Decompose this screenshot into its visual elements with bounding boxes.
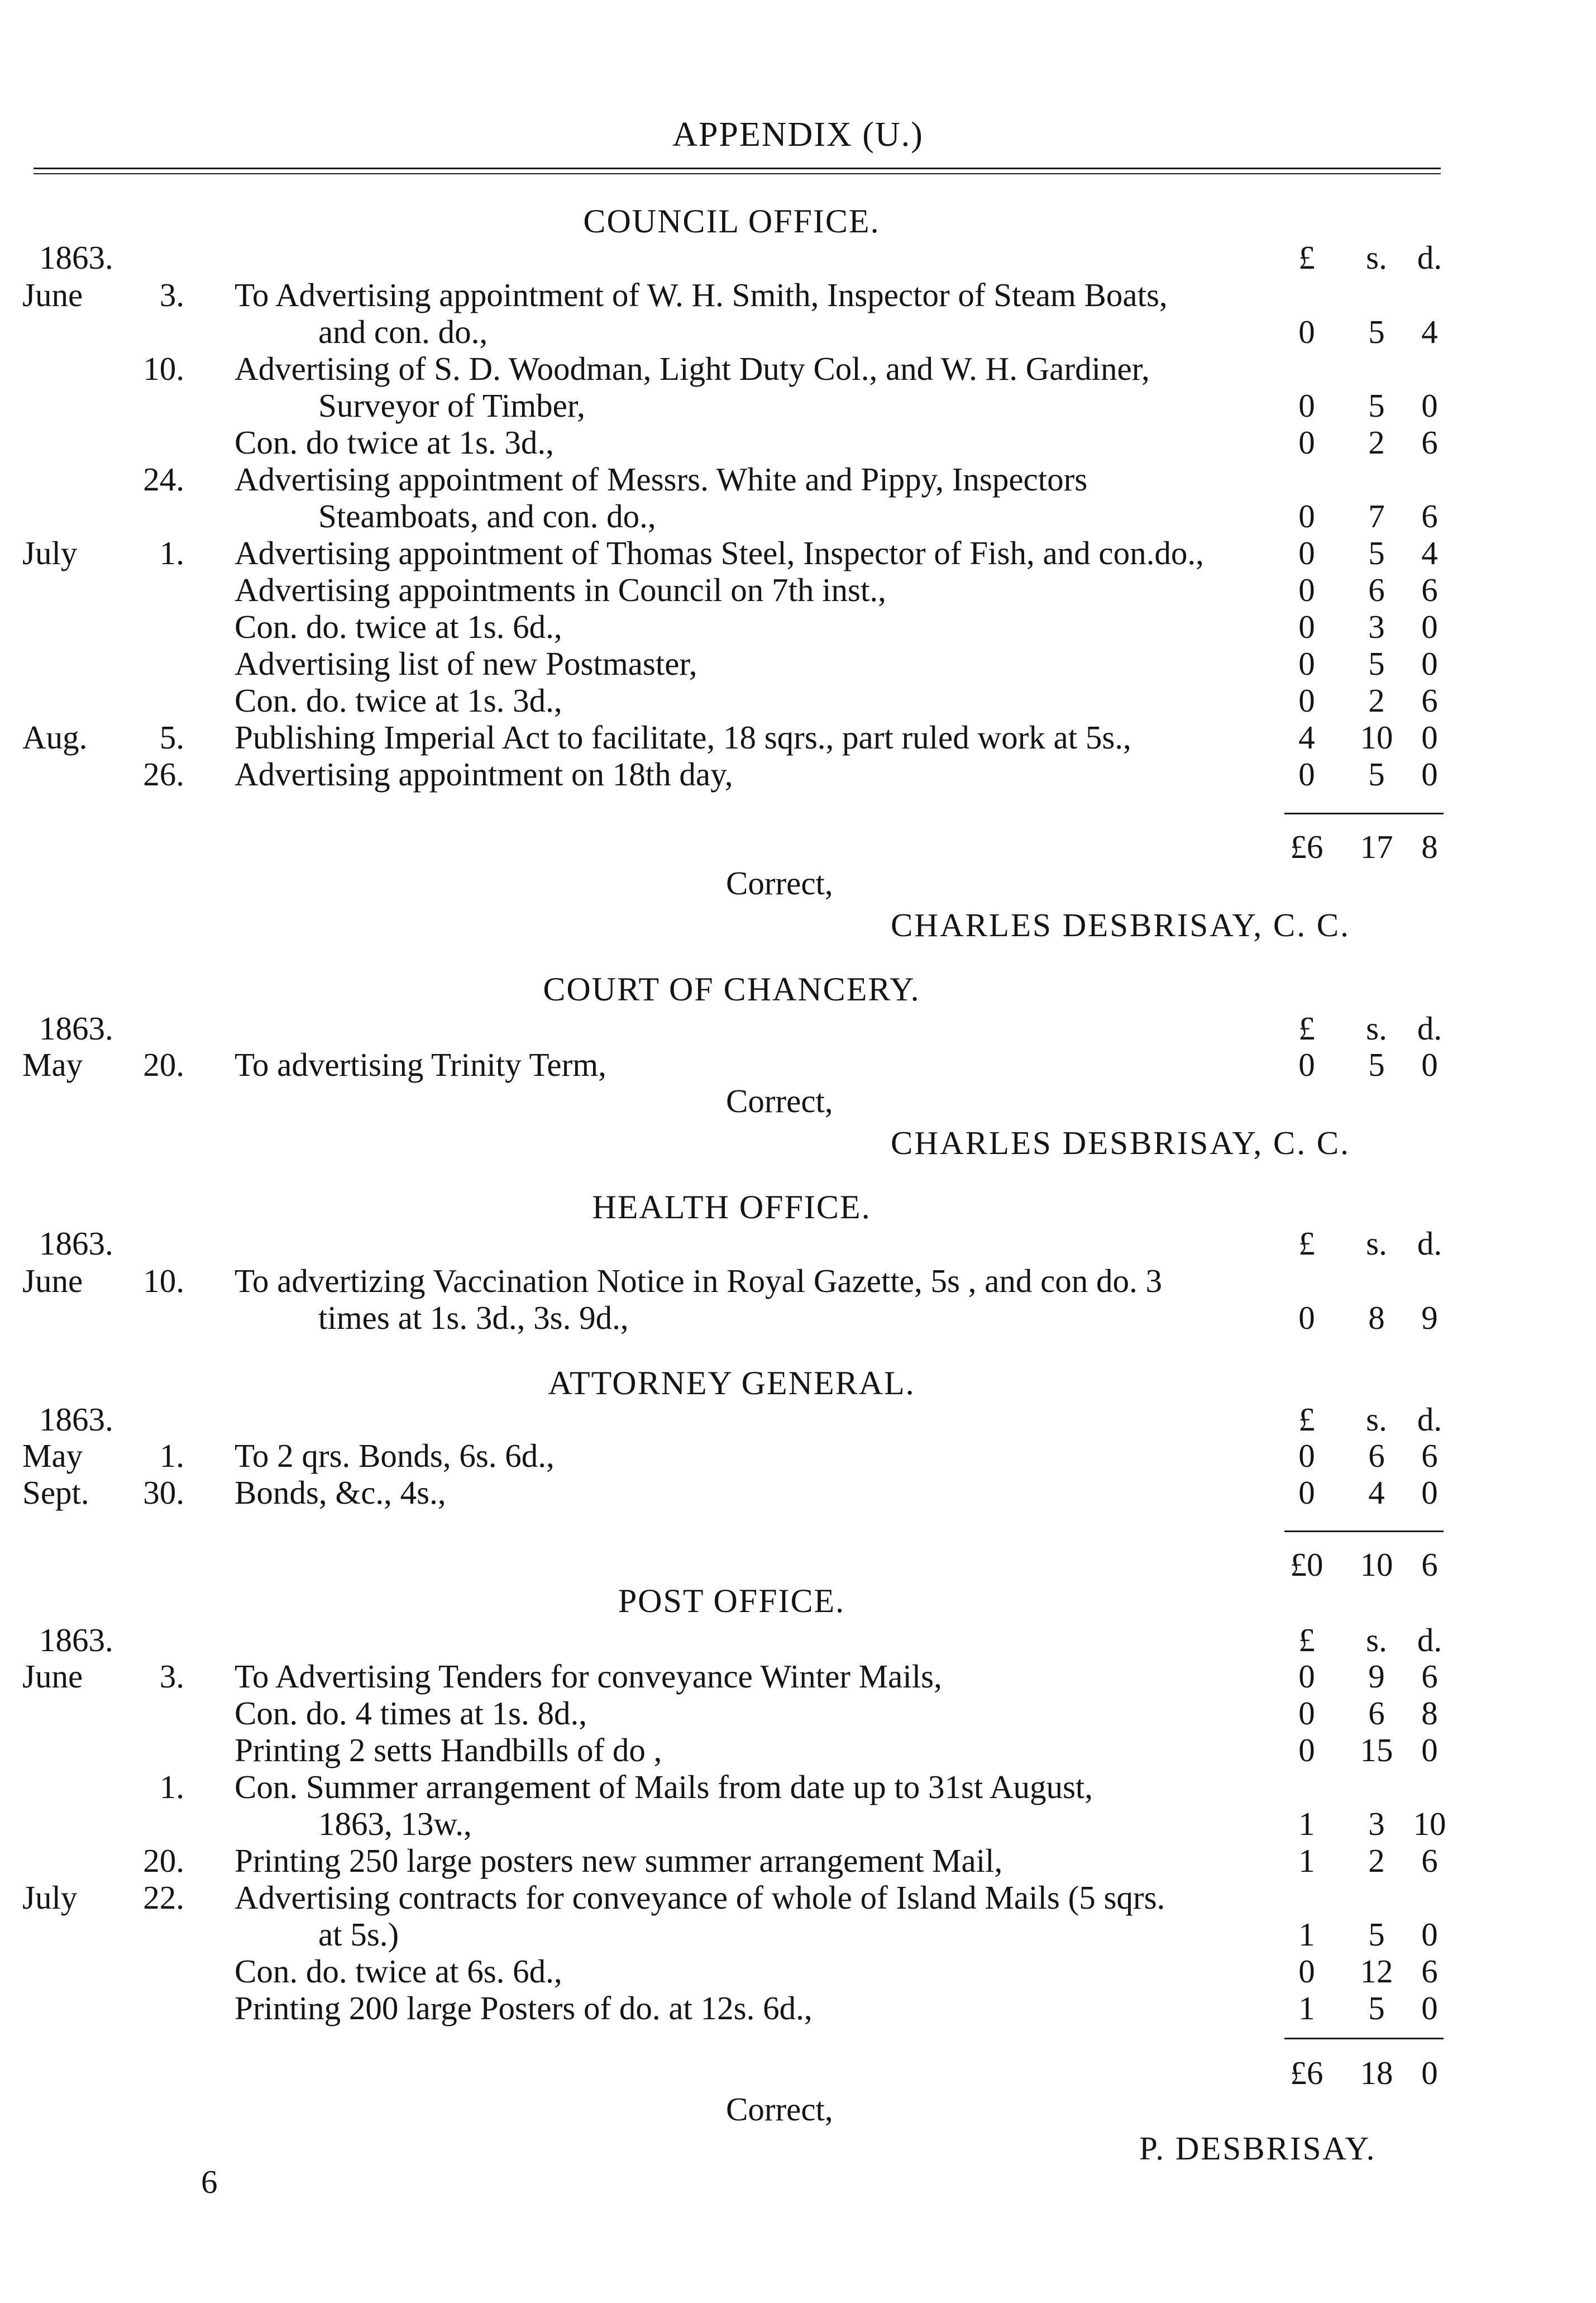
entry-pounds: 0 — [1298, 1474, 1315, 1511]
post-heading: POST OFFICE. — [618, 1582, 845, 1619]
entry-shillings: 7 — [1368, 498, 1385, 535]
council-total-shillings: 17 — [1360, 828, 1393, 865]
attorney-total-shillings: 10 — [1360, 1546, 1393, 1583]
entry-pence: 0 — [1421, 1474, 1438, 1511]
entry-pence: 0 — [1421, 756, 1438, 793]
entry-shillings: 2 — [1368, 682, 1385, 719]
council-col-pence: d. — [1417, 239, 1442, 276]
entry-description: 1863, 13w., — [318, 1805, 472, 1842]
entry-month: July — [22, 535, 78, 571]
entry-pounds: 0 — [1298, 1732, 1315, 1768]
entry-shillings: 8 — [1368, 1299, 1385, 1336]
entry-pounds: 0 — [1298, 1658, 1315, 1695]
entry-month: May — [22, 1437, 83, 1474]
attorney-total-rule — [1284, 1530, 1444, 1532]
entry-pence: 0 — [1421, 1046, 1438, 1083]
entry-pounds: 0 — [1298, 571, 1315, 608]
council-year: 1863. — [39, 239, 113, 276]
entry-pounds: 0 — [1298, 1953, 1315, 1990]
entry-pence: 4 — [1421, 535, 1438, 571]
entry-pounds: 1 — [1298, 1990, 1315, 2027]
entry-pence: 6 — [1421, 682, 1438, 719]
health-year: 1863. — [39, 1225, 113, 1262]
entry-pounds: 0 — [1298, 1299, 1315, 1336]
council-heading: COUNCIL OFFICE. — [583, 203, 880, 240]
entry-shillings: 6 — [1368, 1437, 1385, 1474]
entry-shillings: 6 — [1368, 1695, 1385, 1732]
entry-description: and con. do., — [318, 313, 488, 350]
entry-description: To Advertising appointment of W. H. Smith, Inspector of Steam Boats, — [235, 276, 1168, 313]
entry-description: times at 1s. 3d., 3s. 9d., — [318, 1299, 629, 1336]
entry-description: Con. do. twice at 6s. 6d., — [235, 1953, 562, 1990]
council-signature: CHARLES DESBRISAY, C. C. — [891, 907, 1350, 943]
entry-pounds: 0 — [1298, 645, 1315, 682]
post-total-rule — [1284, 2038, 1444, 2039]
post-signature: P. DESBRISAY. — [1139, 2130, 1377, 2167]
entry-pence: 0 — [1421, 1732, 1438, 1768]
entry-month: Aug. — [22, 719, 88, 756]
entry-shillings: 3 — [1368, 1805, 1385, 1842]
entry-shillings: 6 — [1368, 571, 1385, 608]
council-total-rule — [1284, 813, 1444, 814]
entry-pence: 6 — [1421, 498, 1438, 535]
entry-day: 5. — [159, 719, 184, 756]
entry-description: Con. do. 4 times at 1s. 8d., — [235, 1695, 587, 1732]
entry-shillings: 2 — [1368, 1842, 1385, 1879]
entry-description: Printing 200 large Posters of do. at 12s. 6d., — [235, 1990, 813, 2027]
chancery-col-shillings: s. — [1366, 1010, 1387, 1047]
entry-pence: 6 — [1421, 424, 1438, 461]
attorney-col-shillings: s. — [1366, 1401, 1387, 1438]
council-correct-label: Correct, — [726, 865, 833, 902]
entry-pounds: 4 — [1298, 719, 1315, 756]
entry-day: 30. — [143, 1474, 184, 1511]
post-col-pounds: £ — [1298, 1622, 1315, 1658]
entry-day: 1. — [159, 535, 184, 571]
entry-description: Advertising appointment of Messrs. White and Pippy, Inspectors — [235, 461, 1088, 498]
entry-pounds: 0 — [1298, 535, 1315, 571]
chancery-col-pence: d. — [1417, 1010, 1442, 1047]
entry-day: 26. — [143, 756, 184, 793]
chancery-correct-label: Correct, — [726, 1083, 833, 1119]
attorney-heading: ATTORNEY GENERAL. — [548, 1365, 915, 1401]
entry-description: Advertising contracts for conveyance of whole of Island Mails (5 sqrs. — [235, 1879, 1165, 1916]
post-total-shillings: 18 — [1360, 2054, 1393, 2091]
entry-description: To advertizing Vaccination Notice in Royal Gazette, 5s , and con do. 3 — [235, 1262, 1163, 1299]
entry-description: Printing 250 large posters new summer arrangement Mail, — [235, 1842, 1003, 1879]
health-heading: HEALTH OFFICE. — [592, 1189, 871, 1226]
entry-month: June — [22, 276, 83, 313]
entry-description: Printing 2 setts Handbills of do , — [235, 1732, 662, 1768]
attorney-col-pence: d. — [1417, 1401, 1442, 1438]
entry-day: 10. — [143, 1262, 184, 1299]
header-rule — [34, 168, 1441, 169]
entry-pounds: 1 — [1298, 1842, 1315, 1879]
attorney-total-pence: 6 — [1421, 1546, 1438, 1583]
entry-pounds: 0 — [1298, 682, 1315, 719]
health-col-pounds: £ — [1298, 1225, 1315, 1262]
post-correct-label: Correct, — [726, 2091, 833, 2128]
entry-pence: 10 — [1413, 1805, 1446, 1842]
entry-description: Publishing Imperial Act to facilitate, 18 sqrs., part ruled work at 5s., — [235, 719, 1131, 756]
entry-shillings: 5 — [1368, 313, 1385, 350]
entry-day: 20. — [143, 1842, 184, 1879]
entry-pounds: 0 — [1298, 756, 1315, 793]
entry-description: Con. do. twice at 1s. 6d., — [235, 608, 562, 645]
post-col-shillings: s. — [1366, 1622, 1387, 1658]
entry-shillings: 5 — [1368, 645, 1385, 682]
entry-month: June — [22, 1658, 83, 1695]
header-rule-2 — [34, 173, 1441, 174]
page-number: 6 — [201, 2163, 218, 2200]
entry-description: To advertising Trinity Term, — [235, 1046, 606, 1083]
entry-shillings: 5 — [1368, 1916, 1385, 1953]
entry-description: Con. do twice at 1s. 3d., — [235, 424, 554, 461]
entry-day: 20. — [143, 1046, 184, 1083]
entry-shillings: 12 — [1360, 1953, 1393, 1990]
entry-pence: 6 — [1421, 571, 1438, 608]
entry-pounds: 0 — [1298, 1437, 1315, 1474]
entry-day: 24. — [143, 461, 184, 498]
entry-month: July — [22, 1879, 78, 1916]
entry-month: June — [22, 1262, 83, 1299]
entry-pounds: 0 — [1298, 387, 1315, 424]
entry-pence: 9 — [1421, 1299, 1438, 1336]
entry-description: Con. Summer arrangement of Mails from date up to 31st August, — [235, 1768, 1093, 1805]
council-col-shillings: s. — [1366, 239, 1387, 276]
chancery-signature: CHARLES DESBRISAY, C. C. — [891, 1124, 1350, 1161]
entry-pounds: 1 — [1298, 1805, 1315, 1842]
entry-day: 22. — [143, 1879, 184, 1916]
entry-description: Advertising appointment of Thomas Steel, Inspector of Fish, and con.do., — [235, 535, 1204, 571]
entry-description: at 5s.) — [318, 1916, 399, 1953]
post-total-pounds: £6 — [1290, 2054, 1323, 2091]
entry-pounds: 0 — [1298, 1046, 1315, 1083]
entry-month: Sept. — [22, 1474, 89, 1511]
entry-description: To 2 qrs. Bonds, 6s. 6d., — [235, 1437, 555, 1474]
entry-shillings: 15 — [1360, 1732, 1393, 1768]
entry-description: Advertising appointments in Council on 7th inst., — [235, 571, 886, 608]
council-total-pence: 8 — [1421, 828, 1438, 865]
entry-description: Advertising of S. D. Woodman, Light Duty Col., and W. H. Gardiner, — [235, 350, 1150, 387]
entry-pence: 0 — [1421, 1990, 1438, 2027]
health-col-shillings: s. — [1366, 1225, 1387, 1262]
entry-day: 3. — [159, 276, 184, 313]
entry-pence: 6 — [1421, 1658, 1438, 1695]
entry-pence: 0 — [1421, 719, 1438, 756]
chancery-heading: COURT OF CHANCERY. — [543, 971, 920, 1008]
post-year: 1863. — [39, 1622, 113, 1658]
entry-shillings: 3 — [1368, 608, 1385, 645]
entry-pounds: 0 — [1298, 498, 1315, 535]
chancery-year: 1863. — [39, 1010, 113, 1047]
entry-description: To Advertising Tenders for conveyance Winter Mails, — [235, 1658, 942, 1695]
attorney-col-pounds: £ — [1298, 1401, 1315, 1438]
entry-pence: 6 — [1421, 1953, 1438, 1990]
entry-description: Surveyor of Timber, — [318, 387, 585, 424]
attorney-total-pounds: £0 — [1290, 1546, 1323, 1583]
entry-pounds: 0 — [1298, 313, 1315, 350]
entry-description: Steamboats, and con. do., — [318, 498, 656, 535]
entry-shillings: 2 — [1368, 424, 1385, 461]
entry-description: Con. do. twice at 1s. 3d., — [235, 682, 562, 719]
council-col-pounds: £ — [1298, 239, 1315, 276]
entry-pence: 4 — [1421, 313, 1438, 350]
entry-shillings: 5 — [1368, 387, 1385, 424]
entry-day: 1. — [159, 1768, 184, 1805]
post-total-pence: 0 — [1421, 2054, 1438, 2091]
entry-pounds: 1 — [1298, 1916, 1315, 1953]
entry-description: Advertising appointment on 18th day, — [235, 756, 733, 793]
council-total-pounds: £6 — [1290, 828, 1323, 865]
entry-shillings: 9 — [1368, 1658, 1385, 1695]
entry-shillings: 10 — [1360, 719, 1393, 756]
entry-pence: 8 — [1421, 1695, 1438, 1732]
entry-day: 1. — [159, 1437, 184, 1474]
entry-pounds: 0 — [1298, 608, 1315, 645]
entry-pence: 0 — [1421, 608, 1438, 645]
chancery-col-pounds: £ — [1298, 1010, 1315, 1047]
post-col-pence: d. — [1417, 1622, 1442, 1658]
entry-month: May — [22, 1046, 83, 1083]
entry-shillings: 5 — [1368, 756, 1385, 793]
entry-pounds: 0 — [1298, 1695, 1315, 1732]
entry-shillings: 5 — [1368, 1990, 1385, 2027]
health-col-pence: d. — [1417, 1225, 1442, 1262]
entry-shillings: 4 — [1368, 1474, 1385, 1511]
page-title: APPENDIX (U.) — [672, 116, 924, 154]
entry-description: Bonds, &c., 4s., — [235, 1474, 446, 1511]
entry-pence: 0 — [1421, 387, 1438, 424]
entry-description: Advertising list of new Postmaster, — [235, 645, 697, 682]
entry-pence: 0 — [1421, 645, 1438, 682]
entry-pence: 6 — [1421, 1437, 1438, 1474]
attorney-year: 1863. — [39, 1401, 113, 1438]
entry-pounds: 0 — [1298, 424, 1315, 461]
entry-day: 10. — [143, 350, 184, 387]
entry-day: 3. — [159, 1658, 184, 1695]
entry-pence: 6 — [1421, 1842, 1438, 1879]
entry-shillings: 5 — [1368, 535, 1385, 571]
entry-pence: 0 — [1421, 1916, 1438, 1953]
entry-shillings: 5 — [1368, 1046, 1385, 1083]
